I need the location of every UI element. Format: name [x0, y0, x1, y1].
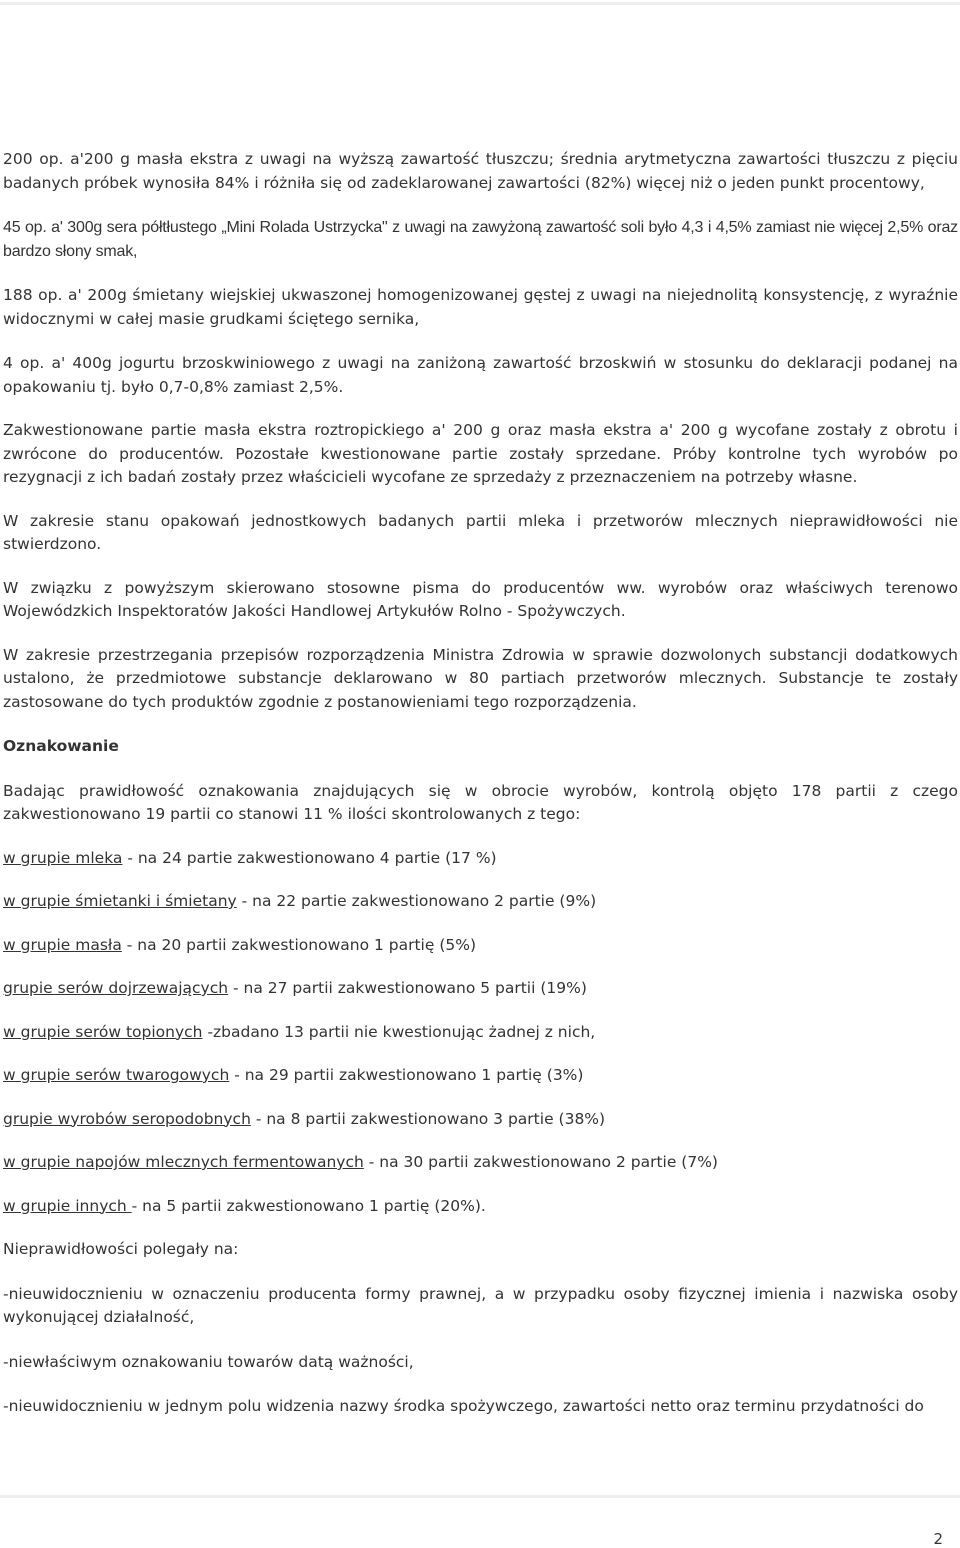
group-result: - na 30 partii zakwestionowano 2 partie (7%): [363, 1153, 718, 1171]
list-item: [3, 1195, 958, 1219]
paragraph-packaging: W zakresie stanu opakowań jednostkowych badanych partii mleka i przetworów mlecznych nieprawidłowości nie stwierdzono.: [3, 511, 958, 553]
irregularities-intro: Nieprawidłowości polegały na:: [3, 1240, 239, 1258]
paragraph-withdrawn-batches: Zakwestionowane partie masła ekstra roztropickiego a' 200 g oraz masła ekstra a' 200 g wycofane zostały z obrotu i zwrócone do producentów. Pozostałe kwestionowane partie zostały sprzedane. Próby kontrolne tych wyrobów po rezygnacji z ich badań zostały przez właścicieli wycofane ze sprzedaży z przeznaczeniem na potrzeby własne.: [3, 421, 958, 486]
bottom-divider: [0, 1495, 960, 1498]
paragraph-letters: W związku z powyższym skierowano stosowne pisma do producentów ww. wyrobów oraz właściwych terenowo Wojewódzkich Inspektoratów Jakości Handlowej Artykułów Rolno - Spożywczych.: [3, 578, 958, 620]
irregularity-item: -niewłaściwym oznakowaniu towarów datą ważności,: [3, 1352, 414, 1371]
group-result: - na 8 partii zakwestionowano 3 partie (38%): [250, 1109, 606, 1128]
paragraph-butter-batch: 200 op. a'200 g masła ekstra z uwagi na wyższą zawartość tłuszczu; średnia arytmetyczna zawartości tłuszczu z pięciu badanych próbek wynosiła 84% i różniła się od zadeklarowanej zawartości (82%) więcej niż o jeden punkt procentowy,: [3, 150, 958, 192]
group-link[interactable]: grupie wyrobów seropodobnych: [3, 1109, 251, 1128]
labeling-intro: Badając prawidłowość oznakowania znajdujących się w obrocie wyrobów, kontrolą objęto 178 partii z czego zakwestionowano 19 partii co stanowi 11 % ilości skontrolowanych z tego:: [3, 781, 958, 823]
group-link[interactable]: w grupie masła: [3, 935, 122, 954]
paragraph-yogurt-batch: 4 op. a' 400g jogurtu brzoskwiniowego z uwagi na zaniżoną zawartość brzoskwiń w stosunku do deklaracji podanej na opakowaniu tj. było 0,7-0,8% zamiast 2,5%.: [3, 354, 958, 396]
paragraph-additives: W zakresie przestrzegania przepisów rozporządzenia Ministra Zdrowia w sprawie dozwolonych substancji dodatkowych ustalono, że przedmiotowe substancje deklarowano w 80 partiach przetworów mlecznych. Substancje te zostały zastosowane do tych produktów zgodnie z postanowieniami tego rozporządzenia.: [3, 645, 958, 711]
group-result: - na 22 partie zakwestionowano 2 partie (9%): [236, 892, 597, 910]
group-result: - na 29 partii zakwestionowano 1 partię (3%): [229, 1066, 584, 1084]
list-item: [3, 890, 958, 914]
group-result: - na 5 partii zakwestionowano 1 partię (20%).: [131, 1196, 486, 1215]
list-item: [3, 977, 958, 1001]
group-link[interactable]: w grupie śmietanki i śmietany: [3, 892, 237, 910]
section-heading: Oznakowanie: [3, 737, 119, 755]
irregularity-item: -nieuwidocznieniu w oznaczeniu producenta formy prawnej, a w przypadku osoby fizycznej imienia i nazwiska osoby wykonującej działalność,: [3, 1284, 958, 1326]
group-link[interactable]: grupie serów dojrzewających: [3, 979, 229, 997]
group-link[interactable]: w grupie serów twarogowych: [3, 1066, 230, 1084]
list-item: [3, 1108, 958, 1132]
paragraph-cheese-batch: 45 op. a' 300g sera półtłustego „Mini Rolada Ustrzycka" z uwagi na zawyżoną zawartość soli było 4,3 i 4,5% zamiast nie więcej 2,5% oraz bardzo słony smak,: [3, 219, 958, 260]
group-link[interactable]: w grupie napojów mlecznych fermentowanych: [3, 1153, 364, 1171]
group-link[interactable]: w grupie mleka: [3, 848, 123, 867]
list-item: [3, 1151, 958, 1175]
group-result: - na 27 partii zakwestionowano 5 partii (19%): [228, 979, 587, 997]
group-link[interactable]: w grupie serów topionych: [3, 1022, 203, 1041]
paragraph-cream-batch: 188 op. a' 200g śmietany wiejskiej ukwaszonej homogenizowanej gęstej z uwagi na niejednolitą konsystencję, z wyraźnie widocznymi w całej masie grudkami ściętego sernika,: [3, 286, 958, 328]
list-item: [3, 1064, 958, 1088]
irregularity-item: -nieuwidocznieniu w jednym polu widzenia nazwy środka spożywczego, zawartości netto oraz terminu przydatności do: [3, 1397, 924, 1415]
list-item: [3, 934, 958, 958]
page-number: 2: [933, 1530, 943, 1548]
group-result: -zbadano 13 partii nie kwestionując żadnej z nich,: [202, 1022, 596, 1041]
group-link[interactable]: w grupie innych: [3, 1196, 132, 1215]
top-divider: [0, 2, 960, 5]
document-body: [3, 148, 958, 1419]
group-result: - na 24 partie zakwestionowano 4 partie (17 %): [122, 848, 497, 867]
list-item: [3, 1021, 958, 1045]
group-result: - na 20 partii zakwestionowano 1 partię (5%): [121, 935, 477, 954]
list-item: [3, 847, 958, 871]
